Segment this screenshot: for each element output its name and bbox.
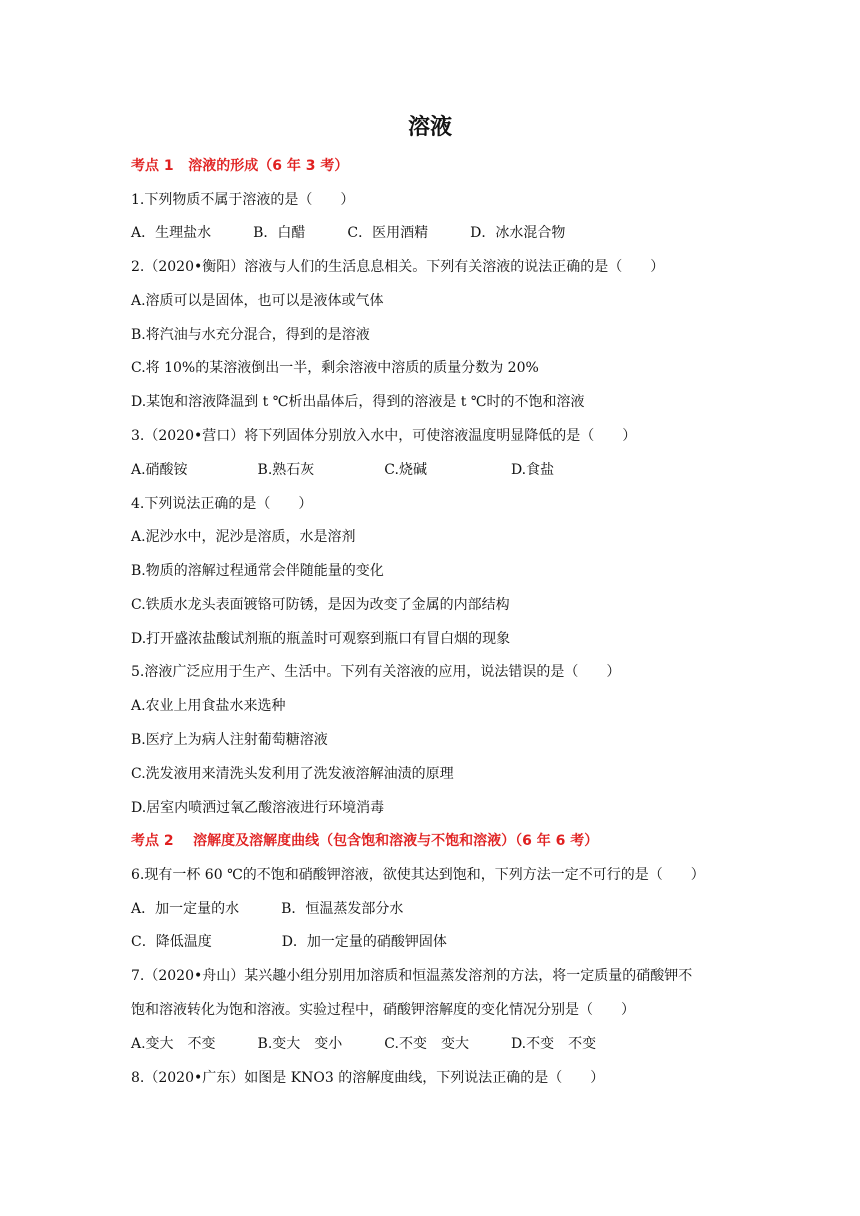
answer-options: A．加一定量的水 B．恒温蒸发部分水 [131, 901, 404, 917]
answer-options: B.将汽油与水充分混合，得到的是溶液 [131, 327, 370, 343]
question-text: 1.下列物质不属于溶液的是（ ） [131, 192, 355, 208]
answer-options: C.铁质水龙头表面镀铬可防锈，是因为改变了金属的内部结构 [131, 597, 510, 613]
question-text: 6.现有一杯 60 ℃的不饱和硝酸钾溶液，欲使其达到饱和，下列方法一定不可行的是（ ） [131, 867, 705, 883]
answer-options: A.溶质可以是固体，也可以是液体或气体 [131, 293, 384, 309]
answer-options: A.硝酸铵 B.熟石灰 C.烧碱 D.食盐 [131, 462, 555, 478]
answer-options: D.打开盛浓盐酸试剂瓶的瓶盖时可观察到瓶口有冒白烟的现象 [131, 631, 511, 647]
answer-options: A.泥沙水中，泥沙是溶质，水是溶剂 [131, 529, 356, 545]
question-text: 4.下列说法正确的是（ ） [131, 496, 313, 512]
question-text: 7.（2020•舟山）某兴趣小组分别用加溶质和恒温蒸发溶剂的方法，将一定质量的硝酸钾不 [131, 968, 693, 984]
question-text: 饱和溶液转化为饱和溶液。实验过程中，硝酸钾溶解度的变化情况分别是（ ） [131, 1002, 635, 1018]
answer-options: A.农业上用食盐水来选种 [131, 698, 286, 714]
question-text: 5.溶液广泛应用于生产、生活中。下列有关溶液的应用，说法错误的是（ ） [131, 664, 621, 680]
answer-options: D.某饱和溶液降温到 t ℃析出晶体后，得到的溶液是 t ℃时的不饱和溶液 [131, 394, 585, 410]
answer-options: C.洗发液用来清洗头发利用了洗发液溶解油渍的原理 [131, 766, 454, 782]
answer-options: C.将 10%的某溶液倒出一半，剩余溶液中溶质的质量分数为 20% [131, 360, 539, 376]
question-text: 3.（2020•营口）将下列固体分别放入水中，可使溶液温度明显降低的是（ ） [131, 428, 637, 444]
answer-options: B.医疗上为病人注射葡萄糖溶液 [131, 732, 328, 748]
document-title: 溶液 [407, 115, 452, 140]
section-heading: 考点 1 溶液的形成（6 年 3 考） [131, 158, 349, 174]
answer-options: B.物质的溶解过程通常会伴随能量的变化 [131, 563, 384, 579]
question-text: 8.（2020•广东）如图是 KNO3 的溶解度曲线，下列说法正确的是（ ） [131, 1070, 605, 1086]
section-heading: 考点 2 溶解度及溶解度曲线（包含饱和溶液与不饱和溶液）（6 年 6 考） [131, 833, 599, 849]
question-text: 2.（2020•衡阳）溶液与人们的生活息息相关。下列有关溶液的说法正确的是（ ） [131, 259, 665, 275]
answer-options: D.居室内喷洒过氧乙酸溶液进行环境消毒 [131, 800, 385, 816]
answer-options: A.变大 不变 B.变大 变小 C.不变 变大 D.不变 不变 [131, 1036, 597, 1052]
answer-options: A．生理盐水 B．白醋 C．医用酒精 D．冰水混合物 [131, 225, 566, 241]
answer-options: C．降低温度 D．加一定量的硝酸钾固体 [131, 934, 447, 950]
